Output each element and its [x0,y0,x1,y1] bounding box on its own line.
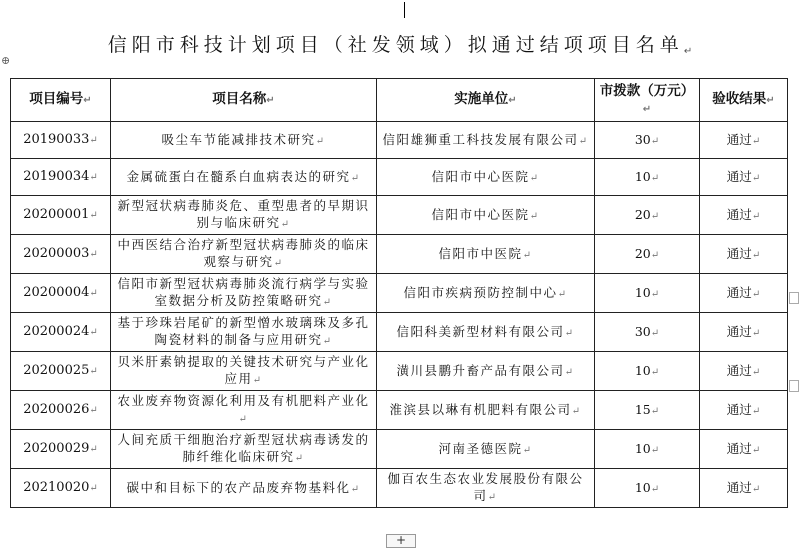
cell-project-code: 20200003↵ [11,235,111,274]
table-row [11,313,788,352]
cell-project-name: 吸尘车节能减排技术研究↵ [111,122,377,159]
cell-implementing-unit: 淮滨县以琳有机肥料有限公司↵ [377,391,595,430]
table-row [11,352,788,391]
cell-funding: 15↵ [595,391,700,430]
cell-project-name: 人间充质干细胞治疗新型冠状病毒诱发的肺纤维化临床研究↵ [111,430,377,469]
header-project-code: 项目编号↵ [11,79,111,122]
cell-funding: 10↵ [595,159,700,196]
cell-result: 通过↵ [700,391,788,430]
table-row [11,196,788,235]
project-table [10,78,788,508]
cell-project-name: 中西医结合治疗新型冠状病毒肺炎的临床观察与研究↵ [111,235,377,274]
table-row [11,274,788,313]
cell-project-code: 20200025↵ [11,352,111,391]
cell-result: 通过↵ [700,235,788,274]
cell-result: 通过↵ [700,430,788,469]
cell-funding: 10↵ [595,352,700,391]
cell-funding: 20↵ [595,235,700,274]
cell-project-code: 20200004↵ [11,274,111,313]
cell-result: 通过↵ [700,159,788,196]
table-resize-handle-icon[interactable] [789,292,799,304]
cell-implementing-unit: 信阳雄狮重工科技发展有限公司↵ [377,122,595,159]
cell-project-code: 20200001↵ [11,196,111,235]
cell-project-name: 新型冠状病毒肺炎危、重型患者的早期识别与临床研究↵ [111,196,377,235]
text-cursor [404,2,405,18]
header-result: 验收结果↵ [700,79,788,122]
cell-project-code: 20190033↵ [11,122,111,159]
table-resize-handle-icon[interactable] [789,380,799,392]
cell-funding: 30↵ [595,122,700,159]
cell-implementing-unit: 河南圣德医院↵ [377,430,595,469]
table-row [11,122,788,159]
header-implementing-unit: 实施单位↵ [377,79,595,122]
cell-project-name: 农业废弃物资源化利用及有机肥料产业化↵ [111,391,377,430]
cell-project-name: 基于珍珠岩尾矿的新型憎水玻璃珠及多孔陶瓷材料的制备与应用研究↵ [111,313,377,352]
add-row-button[interactable]: + [386,534,416,548]
cell-funding: 10↵ [595,469,700,508]
cell-funding: 10↵ [595,274,700,313]
cell-implementing-unit: 信阳市疾病预防控制中心↵ [377,274,595,313]
cell-implementing-unit: 伽百农生态农业发展股份有限公司↵ [377,469,595,508]
cell-result: 通过↵ [700,469,788,508]
cell-project-name: 贝米肝素钠提取的关键技术研究与产业化应用↵ [111,352,377,391]
table-move-handle-icon[interactable]: ⊕ [1,54,11,67]
table-row [11,430,788,469]
cell-result: 通过↵ [700,274,788,313]
cell-project-code: 20210020↵ [11,469,111,508]
cell-project-name: 碳中和目标下的农产品废弃物基料化↵ [111,469,377,508]
cell-result: 通过↵ [700,313,788,352]
table-row [11,235,788,274]
cell-implementing-unit: 潢川县鹏升畜产品有限公司↵ [377,352,595,391]
cell-implementing-unit: 信阳市中医院↵ [377,235,595,274]
cell-project-code: 20200029↵ [11,430,111,469]
table-header-row [11,79,788,122]
header-funding: 市拨款（万元）↵ [595,79,700,122]
cell-project-code: 20200026↵ [11,391,111,430]
cell-project-name: 信阳市新型冠状病毒肺炎流行病学与实验室数据分析及防控策略研究↵ [111,274,377,313]
document-title: 信阳市科技计划项目（社发领域）拟通过结项项目名单↵ [107,34,693,57]
cell-result: 通过↵ [700,196,788,235]
cell-project-code: 20200024↵ [11,313,111,352]
cell-funding: 30↵ [595,313,700,352]
cell-result: 通过↵ [700,122,788,159]
cell-implementing-unit: 信阳市中心医院↵ [377,159,595,196]
table-row [11,391,788,430]
cell-funding: 10↵ [595,430,700,469]
cell-implementing-unit: 信阳科美新型材料有限公司↵ [377,313,595,352]
cell-project-code: 20190034↵ [11,159,111,196]
table-row [11,159,788,196]
cell-funding: 20↵ [595,196,700,235]
header-project-name: 项目名称↵ [111,79,377,122]
table-row [11,469,788,508]
cell-result: 通过↵ [700,352,788,391]
cell-project-name: 金属硫蛋白在髓系白血病表达的研究↵ [111,159,377,196]
cell-implementing-unit: 信阳市中心医院↵ [377,196,595,235]
